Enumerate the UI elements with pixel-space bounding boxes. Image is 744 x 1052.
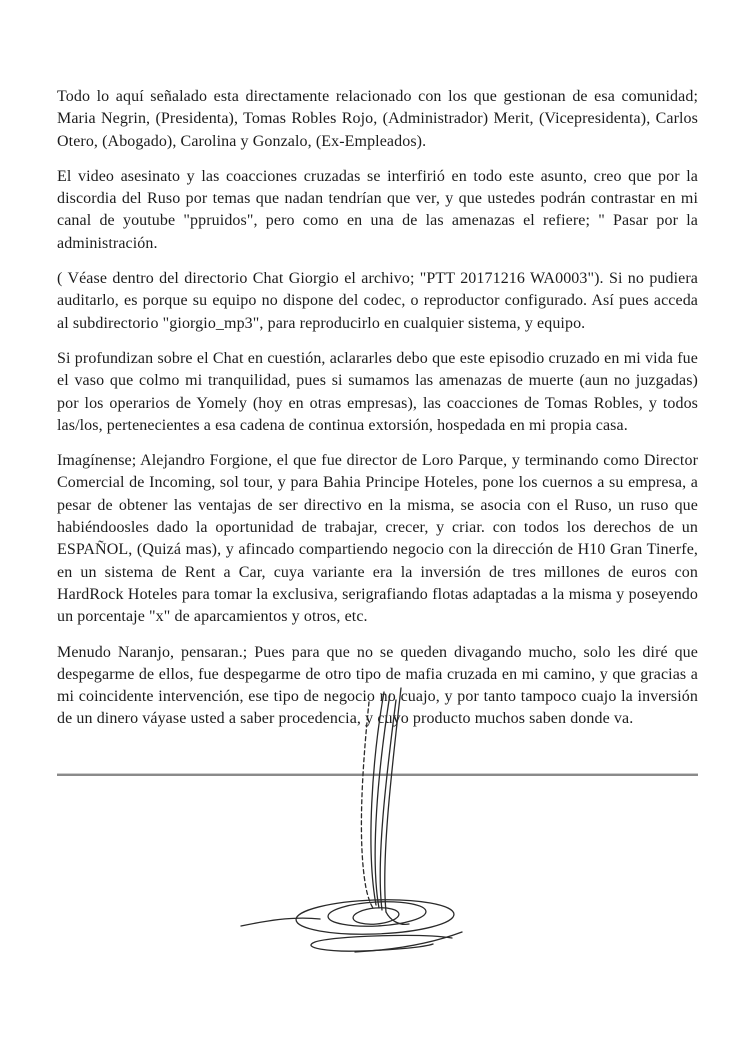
paragraph-6: Menudo Naranjo, pensaran.; Pues para que no se queden divagando mucho, solo les diré que despegarme de ellos, fue despegarme de otro tipo de mafia cruzada en mi camino, y que gracias a mi coincidente intervención, ese tipo de negocio no cuajo, y por tanto tampoco cuajo la inversión de un dinero váyase usted a saber procedencia, y cuyo producto muchos saben donde va.: [57, 643, 698, 728]
paragraph-1: Todo lo aquí señalado esta directamente relacionado con los que gestionan de esa comunidad; Maria Negrin, (Presidenta), Tomas Robles Rojo, (Administrador) Merit, (Vicepresidenta), Carlos Otero, (Abogado), Carolina y Gonzalo, (Ex-Empleados).: [57, 88, 698, 150]
footer-divider-line: [57, 774, 698, 776]
document-text-block: [57, 86, 698, 744]
paragraph-3: ( Véase dentro del directorio Chat Giorgio el archivo; "PTT 20171216 WA0003"). Si no pudiera auditarlo, es porque su equipo no dispone del codec, o reproductor configurado. Así pues acceda al subdirectorio "giorgio_mp3", para reproducirlo en cualquier sistema, y equipo.: [57, 270, 698, 332]
paragraph-5: Imagínense; Alejandro Forgione, el que fue director de Loro Parque, y terminando como Director Comercial de Incoming, sol tour, y para Bahia Principe Hoteles, pone los cuernos a su empresa, a pesar de obtener las ventajas de ser directivo en la misma, se asocia con el Ruso, un ruso que habiéndoosles dado la oportunidad de trabajar, crecer, y criar. con todos los derechos de un ESPAÑOL, (Quizá mas), y afincado compartiendo negocio con la dirección de H10 Gran Tinerfe, en un sistema de Rent a Car, cuya variante era la inversión de tres millones de euros con HardRock Hoteles para tomar la exclusiva, serigrafiando flotas adaptadas a la misma y poseyendo un porcentaje "x" de aparcamientos y otros, etc.: [57, 452, 698, 626]
paragraph-4: Si profundizan sobre el Chat en cuestión, aclararles debo que este episodio cruzado en mi vida fue el vaso que colmo mi tranquilidad, pues si sumamos las amenazas de muerte (aun no juzgadas) por los operarios de Yomely (hoy en otras empresas), las coacciones de Tomas Robles, y todos las/los, pertenecientes a esa cadena de continua extorsión, hospedada en mi propia casa.: [57, 349, 698, 434]
paragraph-2: El video asesinato y las coacciones cruzadas se interfirió en todo este asunto, creo que por la discordia del Ruso por temas que nadan tendrían que ver, y que ustedes podrán contrastar en mi canal de youtube "ppruidos", pero como en una de las amenazas el refiere; " Pasar por la administración.: [57, 167, 698, 252]
